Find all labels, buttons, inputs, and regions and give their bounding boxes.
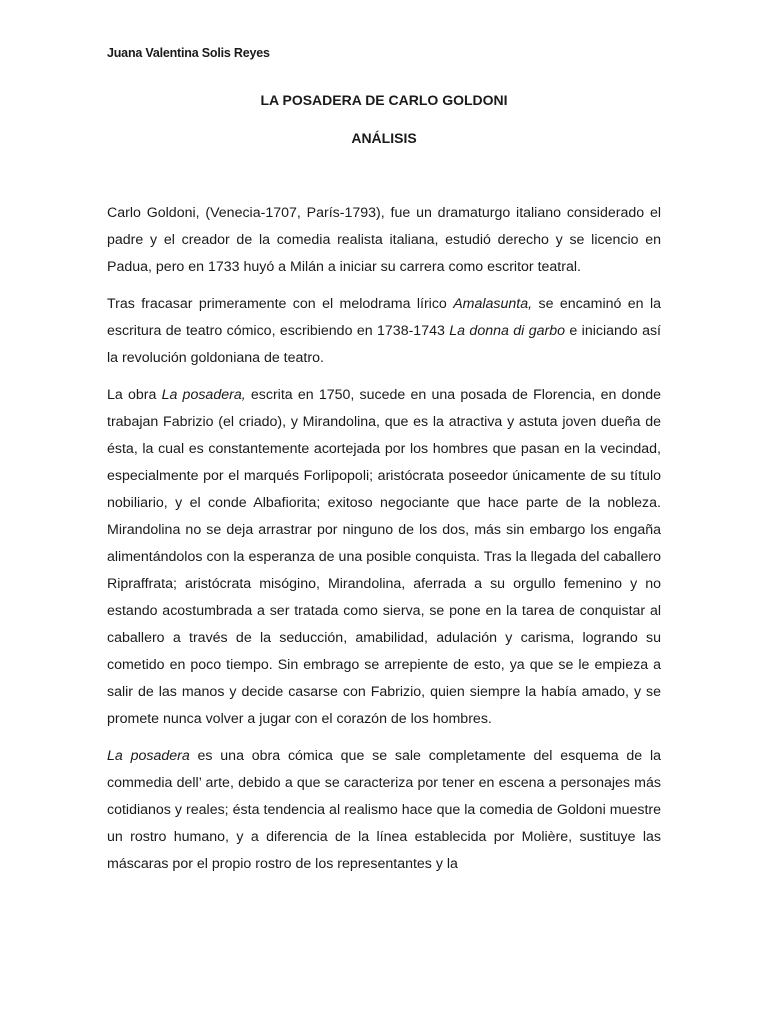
paragraph-biography bbox=[107, 200, 661, 281]
paragraph-text: es una obra cómica que se sale completamente del esquema de la commedia dell’ arte, debido a que se caracteriza por tener en escena a personajes más cotidianos y reales; ésta tendencia al realismo hace que la comedia de Goldoni muestre un rostro humano, y a diferencia de la línea establecida por Molière, sustituye las máscaras por el propio rostro de los representantes y la bbox=[107, 748, 661, 872]
work-title-italic: Amalasunta, bbox=[453, 296, 533, 312]
paragraph-text: Carlo Goldoni, (Venecia-1707, París-1793), fue un dramaturgo italiano considerado el padre y el creador de la comedia realista italiana, estudió derecho y se licencio en Padua, pero en 1733 huyó a Milán a iniciar su carrera como escritor teatral. bbox=[107, 205, 661, 275]
paragraph-early-career bbox=[107, 291, 661, 372]
paragraph-text: escrita en 1750, sucede en una posada de Florencia, en donde trabajan Fabrizio (el criado), y Mirandolina, que es la atractiva y astuta joven dueña de ésta, la cual es constantemente acortejada por los hombres que pasan en la vecindad, especialmente por el marqués Forlipopoli; aristócrata poseedor únicamente de su título nobiliario, y el conde Albafiorita; exitoso negociante que hace parte de la nobleza. Mirandolina no se deja arrastrar por ninguno de los dos, más sin embargo los engaña alimentándolos con la esperanza de una posible conquista. Tras la llegada del caballero Ripraffrata; aristócrata misógino, Mirandolina, aferrada a su orgullo femenino y no estando acostumbrada a ser tratada como sierva, se pone en la tarea de conquistar al caballero a través de la seducción, amabilidad, adulación y carisma, logrando su cometido en poco tiempo. Sin embrago se arrepiente de esto, ya que se le empieza a salir de las manos y decide casarse con Fabrizio, quien siempre la había amado, y se promete nunca volver a jugar con el corazón de los hombres. bbox=[107, 387, 662, 727]
paragraph-text: Tras fracasar primeramente con el melodrama lírico bbox=[107, 296, 454, 312]
document-subtitle: ANÁLISIS bbox=[351, 130, 417, 146]
paragraph-text: La obra bbox=[107, 387, 162, 403]
paragraph-text: se encaminó en la escritura de teatro cómico, escribiendo en 1738-1743 bbox=[107, 296, 661, 339]
document-title: LA POSADERA DE CARLO GOLDONI bbox=[260, 92, 508, 108]
paragraph-text: e iniciando así la revolución goldoniana de teatro. bbox=[107, 323, 661, 366]
work-title-italic: La donna di garbo bbox=[449, 323, 565, 339]
document-body bbox=[107, 200, 661, 888]
author-name: Juana Valentina Solis Reyes bbox=[107, 46, 270, 60]
paragraph-plot-summary bbox=[107, 382, 661, 733]
work-title-italic: La posadera bbox=[107, 748, 190, 764]
work-title-italic: La posadera, bbox=[161, 387, 246, 403]
paragraph-analysis bbox=[107, 743, 661, 878]
